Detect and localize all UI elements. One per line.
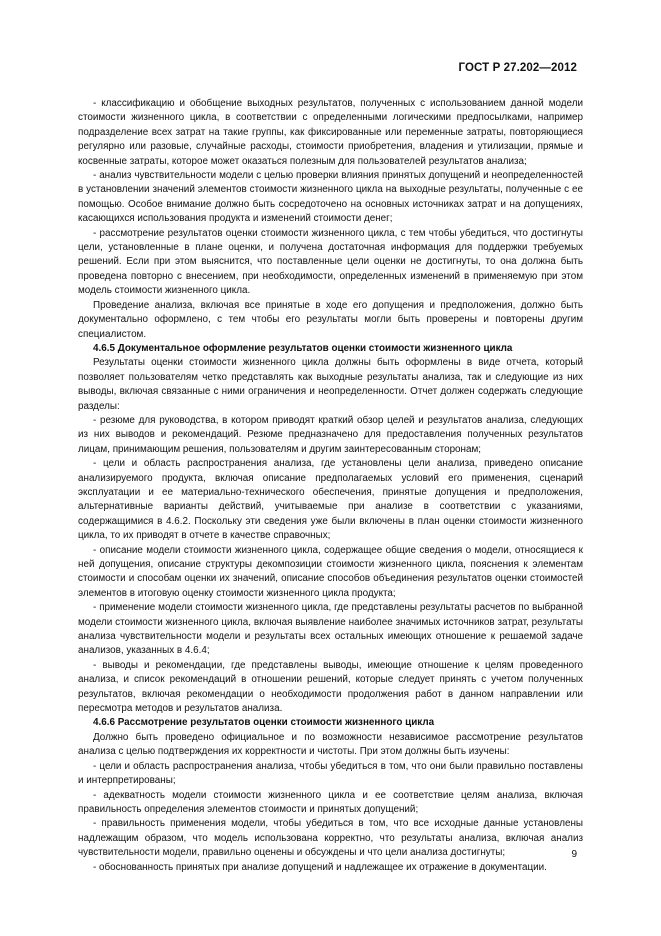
paragraph: - правильность применения модели, чтобы убедиться в том, что все исходные данные установлены надлежащим образом, что модель использована корректно, что результаты анализа, включая анализ чувствительности модели, правильно оценены и обсуждены и что цели анализа достигнуты; — [78, 818, 583, 859]
paragraph: - цели и область распространения анализа, чтобы убедиться в том, что они были правильно поставлены и интерпретированы; — [78, 760, 583, 787]
paragraph: - рассмотрение результатов оценки стоимости жизненного цикла, с тем чтобы убедиться, что достигнуты цели, установленные в плане оценки, и получена достаточная информация для поддержки требуемых решений. Если при этом выяснится, что поставленные цели оценки не достигнуты, то она должна быть проведена повторно с внесением, при необходимости, определенных изменений в применяемую при этом модель стоимости жизненного цикла. — [78, 227, 583, 297]
paragraph: - адекватность модели стоимости жизненного цикла и ее соответствие целям анализа, включая правильность определения элементов стоимости и принятых допущений; — [78, 789, 583, 815]
section-heading: 4.6.6 Рассмотрение результатов оценки стоимости жизненного цикла — [93, 717, 435, 729]
paragraph: - цели и область распространения анализа, где установлены цели анализа, приведено описание анализируемого продукта, включая описание предполагаемых условий его применения, сценарий эксплуатации и ее материально-технического обеспечения, принятые допущения и предположения, альтернативные варианты действий, учитываемые при анализе в соответствии с указаниями, содержащимися в 4.6.2. Поскольку эти сведения уже были включены в план оценки стоимости жизненного цикла, то их приводят в отчете в качестве справочных; — [78, 458, 583, 542]
paragraph: Проведение анализа, включая все принятые в ходе его допущения и предположения, должно быть документально оформлено, с тем чтобы его результаты могли быть проверены и повторены другим специалистом. — [78, 299, 583, 340]
document-body — [78, 97, 583, 875]
paragraph: - описание модели стоимости жизненного цикла, содержащее общие сведения о модели, относящиеся к ней допущения, описание структуры декомпозиции стоимости жизненного цикла, пояснения к элементам стоимости и способам оценки их значений, описание способов объединения результатов оценки стоимостей элементов в итоговую оценку стоимости жизненного цикла продукта; — [78, 544, 583, 599]
paragraph: - применение модели стоимости жизненного цикла, где представлены результаты расчетов по выбранной модели стоимости жизненного цикла, включая выявление наиболее значимых источников затрат, результаты анализа чувствительности модели и результаты всех остальных имеющих отношение к решаемой задаче анализов, указанных в 4.6.4; — [78, 602, 583, 657]
paragraph: - анализ чувствительности модели с целью проверки влияния принятых допущений и неопределенностей в установлении значений элементов стоимости жизненного цикла на выходные результаты, полученные с ее помощью. Особое внимание должно быть сосредоточено на основных источниках затрат и на допущениях, касающихся использования продукта и изменений стоимости денег; — [78, 170, 583, 225]
paragraph: Должно быть проведено официальное и по возможности независимое рассмотрение результатов анализа с целью подтверждения их корректности и чистоты. При этом должны быть изучены: — [78, 731, 583, 758]
page-number: 9 — [571, 849, 577, 860]
paragraph: - обоснованность принятых при анализе допущений и надлежащее их отражение в документации. — [93, 861, 547, 873]
paragraph: Результаты оценки стоимости жизненного цикла должны быть оформлены в виде отчета, который позволяет пользователям четко представлять как выходные результаты анализа, так и следующие из них выводы, включая связанные с ними ограничения и неопределенности. Отчет должен содержать следующие разделы: — [78, 357, 583, 412]
standard-designation: ГОСТ Р 27.202—2012 — [458, 62, 577, 74]
paragraph: - резюме для руководства, в котором приводят краткий обзор целей и результатов анализа, следующих из них выводов и рекомендаций. Резюме предназначено для предоставления полученных результатов лицам, принимающим решения, пользователям и другим заинтересованным сторонам; — [78, 414, 583, 455]
section-heading: 4.6.5 Документальное оформление результатов оценки стоимости жизненного цикла — [93, 342, 513, 354]
paragraph: - классификацию и обобщение выходных результатов, полученных с использованием данной модели стоимости жизненного цикла, в соответствии с определенными логическими предпосылками, например подразделение всех затрат на такие группы, как фиксированные или переменные затраты, повторяющиеся регулярно или разовые, случайные расходы, стоимости приобретения, владения и утилизации, прямые и косвенные затраты, которое может оказаться полезным для пользователей результатов анализа; — [78, 98, 583, 167]
paragraph: - выводы и рекомендации, где представлены выводы, имеющие отношение к целям проведенного анализа, и список рекомендаций в отношении решений, которые следует принять с учетом полученных результатов, включая рекомендации о необходимости продолжения работ в данном направлении или пересмотра методов и результатов анализа. — [78, 659, 583, 715]
